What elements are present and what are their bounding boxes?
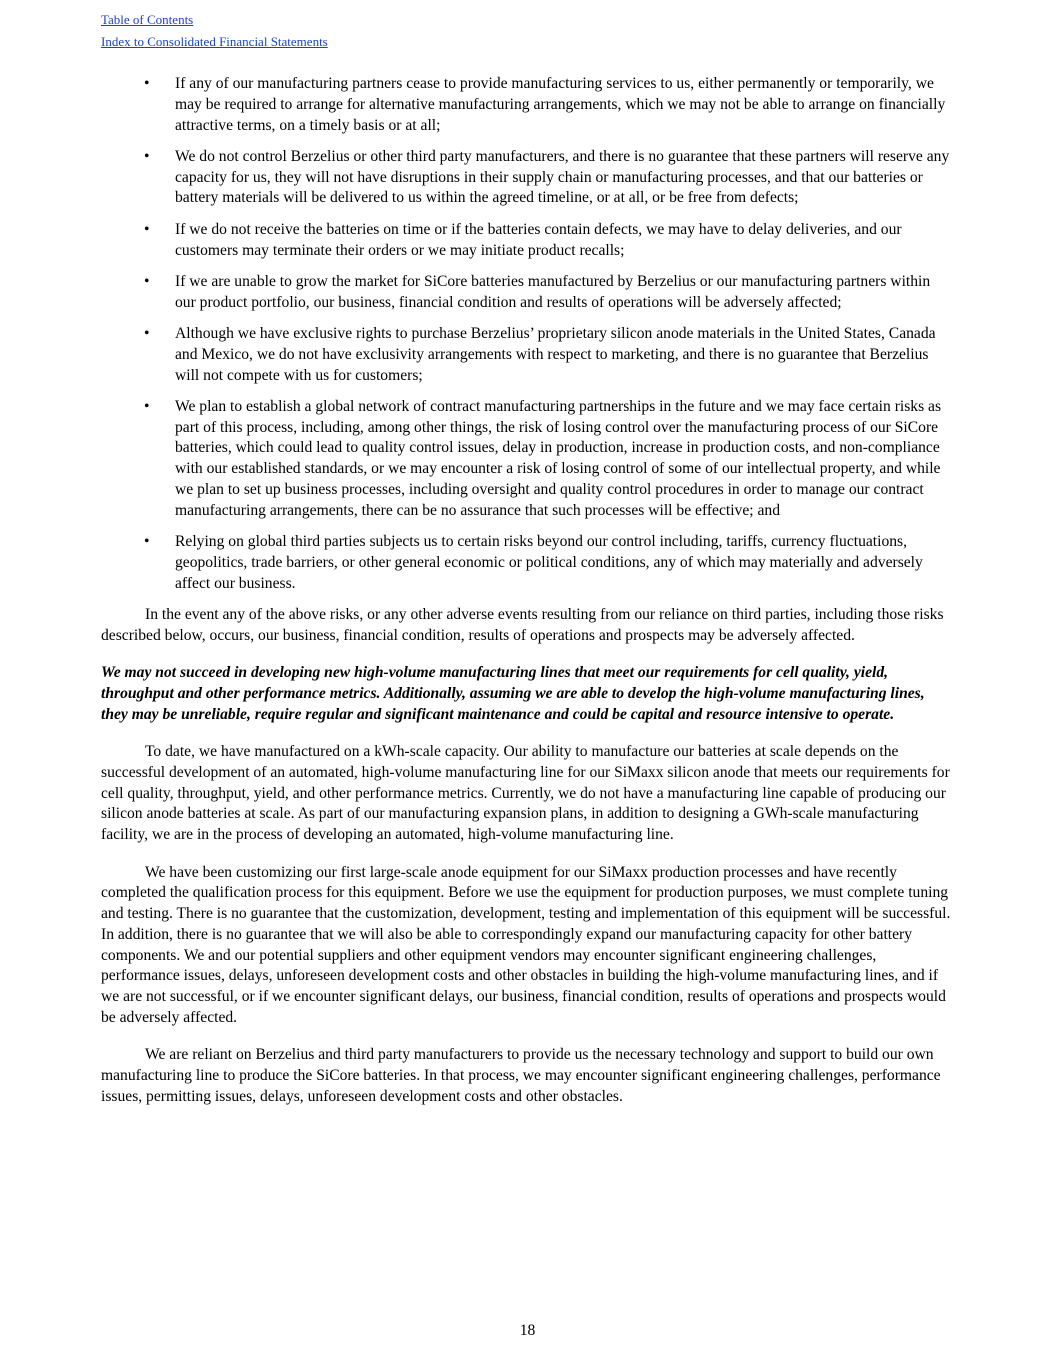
paragraph-risk-summary: In the event any of the above risks, or any other adverse events resulting from our reliance on third parties, including those risks described below, occurs, our business, financial condition, results of operations and prospects may be adversely affected. — [101, 606, 944, 644]
bullet-text: We do not control Berzelius or other third party manufacturers, and there is no guarantee that these partners will reserve any capacity for us, they will not have disruptions in their supply chain or manufacturing processes, and that our batteries or battery materials will be delivered to us within the agreed timeline, or at all, or be free from defects; — [175, 147, 950, 207]
bullet-text: Although we have exclusive rights to purchase Berzelius’ proprietary silicon anode materials in the United States, Canada and Mexico, we do not have exclusivity arrangements with respect to marketing, and there is no guarantee that Berzelius will not compete with us for customers; — [175, 324, 936, 384]
page-content — [101, 74, 954, 1124]
bullet-text: If any of our manufacturing partners cease to provide manufacturing services to us, either permanently or temporarily, we may be required to arrange for alternative manufacturing arrangements, which we may not be able to arrange on financially attractive terms, on a timely basis or at all; — [175, 75, 946, 134]
list-item — [101, 397, 954, 522]
bullet-marker: • — [144, 272, 150, 290]
paragraph-berzelius-reliance: We are reliant on Berzelius and third party manufacturers to provide us the necessary technology and support to build our own manufacturing line to produce the SiCore batteries. In that process, we may encounter significant engineering challenges, performance issues, permitting issues, delays, unforeseen development costs and other obstacles. — [101, 1046, 941, 1105]
list-item — [101, 74, 954, 136]
list-item — [101, 532, 954, 594]
list-item — [101, 272, 954, 314]
list-item — [101, 147, 954, 209]
navigation-links — [101, 9, 328, 53]
bullet-marker: • — [144, 324, 150, 342]
bullet-marker: • — [144, 147, 150, 165]
list-item — [101, 220, 954, 262]
bullet-marker: • — [144, 397, 150, 415]
paragraph-manufacturing-scale: To date, we have manufactured on a kWh-scale capacity. Our ability to manufacture our batteries at scale depends on the successful development of an automated, high-volume manufacturing line for our SiMaxx silicon anode that meets our requirements for cell quality, throughput, yield, and other performance metrics. Currently, we do not have a manufacturing line capable of producing our silicon anode batteries at scale. As part of our manufacturing expansion plans, in addition to designing a GWh-scale manufacturing facility, we are in the process of developing an automated, high-volume manufacturing line. — [101, 743, 950, 844]
bullet-marker: • — [144, 220, 150, 238]
bullet-marker: • — [144, 533, 150, 551]
page-number: 18 — [519, 1322, 536, 1339]
bullet-text: If we are unable to grow the market for SiCore batteries manufactured by Berzelius or our manufacturing partners within our product portfolio, our business, financial condition and results of operations will be adversely affected; — [175, 272, 931, 311]
table-of-contents-link[interactable]: Table of Contents — [101, 12, 194, 27]
bullet-text: We plan to establish a global network of contract manufacturing partnerships in the future and we may face certain risks as part of this process, including, among other things, the risk of losing control over the manufacturing process of our SiCore batteries, which could lead to quality control issues, delay in production, increase in production costs, and non-compliance with our established standards, or we may encounter a risk of losing control of some of our intellectual property, and while we plan to set up business processes, including oversight and quality control procedures in order to manage our contract manufacturing arrangements, there can be no assurance that such processes will be effective; and — [175, 397, 942, 519]
risk-factor-heading: We may not succeed in developing new high-volume manufacturing lines that meet our requirements for cell quality, yield, throughput and other performance metrics. Additionally, assuming we are able to develop the high-volume manufacturing lines, they may be unreliable, require regular and significant maintenance and could be capital and resource intensive to operate. — [101, 664, 925, 723]
bullet-marker: • — [144, 75, 150, 92]
bullet-text: If we do not receive the batteries on time or if the batteries contain defects, we may have to delay deliveries, and our customers may terminate their orders or we may initiate product recalls; — [175, 220, 902, 259]
risk-bullet-list — [101, 74, 954, 595]
index-financial-statements-link[interactable]: Index to Consolidated Financial Statements — [101, 34, 328, 49]
list-item — [101, 324, 954, 386]
paragraph-anode-equipment: We have been customizing our first large-scale anode equipment for our SiMaxx production processes and have recently completed the qualification process for this equipment. Before we use the equipment for production purposes, we must complete tuning and testing. There is no guarantee that the customization, development, testing and implementation of this equipment will be successful. In addition, there is no guarantee that we will also be able to correspondingly expand our manufacturing capacity for other battery components. We and our potential suppliers and other equipment vendors may encounter significant engineering challenges, performance issues, delays, unforeseen development costs and other obstacles in building the high-volume manufacturing lines, and if we are not successful, or if we encounter significant delays, our business, financial condition, results of operations and prospects would be adversely affected. — [101, 863, 951, 1027]
bullet-text: Relying on global third parties subjects us to certain risks beyond our control including, tariffs, currency fluctuations, geopolitics, trade barriers, or other general economic or political conditions, any of which may materially and adversely affect our business. — [175, 533, 923, 592]
